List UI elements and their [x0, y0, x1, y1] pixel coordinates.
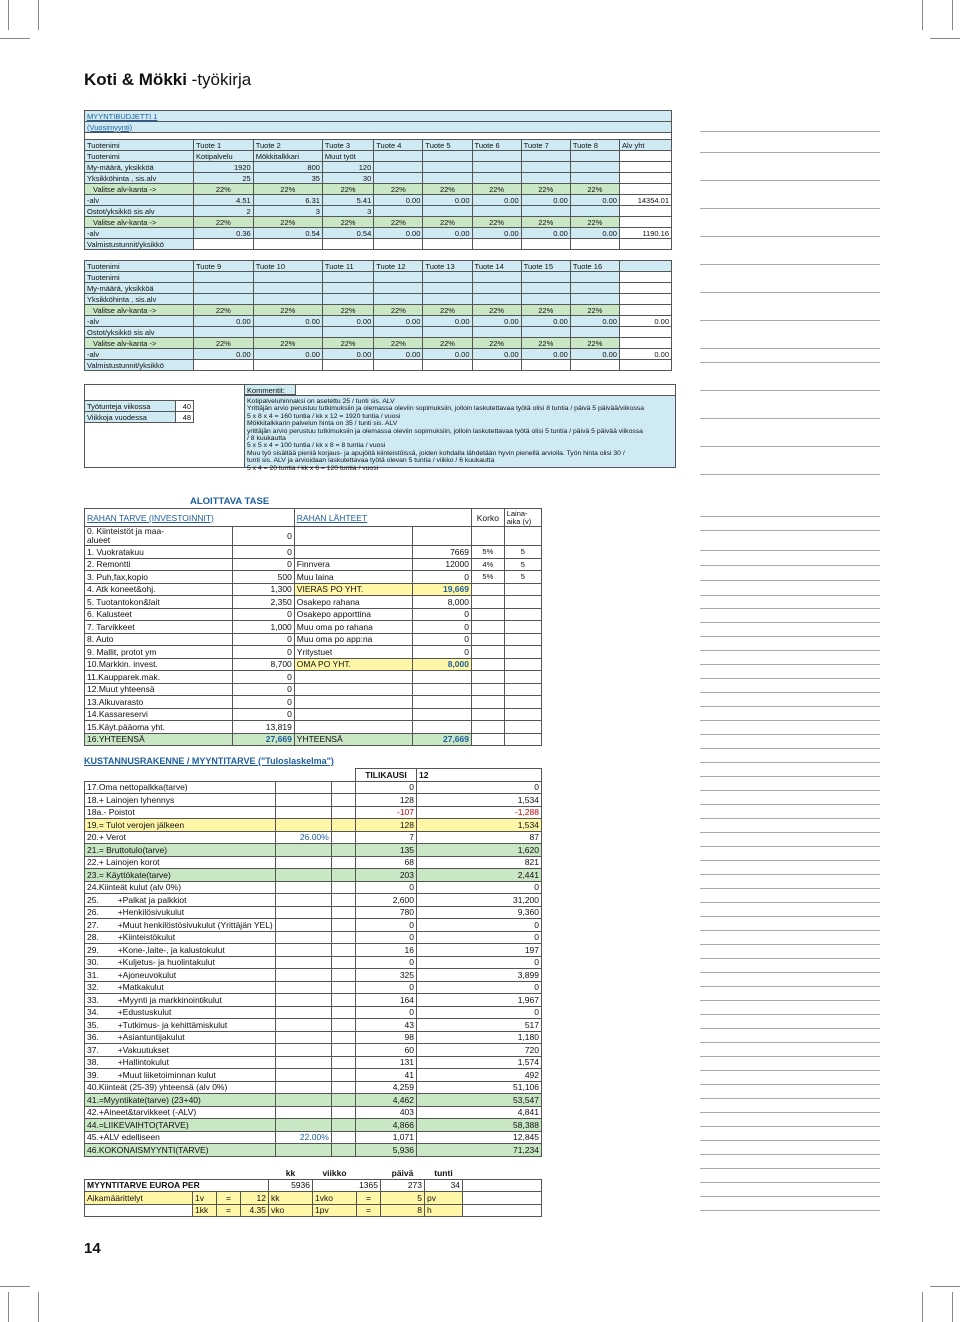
table-row: 15.Käyt.pääoma yht. 13,819: [85, 721, 542, 734]
note-line: [700, 1196, 880, 1197]
table-row: 12.Muut yhteensä 0: [85, 683, 542, 696]
table-row: 39. +Muut liiketoiminnan kulut 41 492: [85, 1069, 542, 1082]
crop-mark: [0, 38, 30, 39]
note-line: [700, 664, 880, 665]
note-line: [700, 131, 880, 132]
table-row: 28. +Kiinteistökulut 0 0: [85, 931, 542, 944]
crop-mark: [38, 1292, 39, 1322]
header-row: Tuotenimi Tuote 1 Tuote 2 Tuote 3 Tuote 4 Tuote 5 Tuote 6 Tuote 7 Tuote 8 Alv yht: [85, 140, 672, 151]
note-line: [700, 1112, 880, 1113]
table-row: 19.= Tulot verojen jälkeen 128 1,534: [85, 819, 542, 832]
note-line: [700, 1154, 880, 1155]
crop-mark: [930, 1286, 960, 1287]
table-row: 10.Markkin. invest. 8,700 OMA PO YHT. 8,000: [85, 658, 542, 671]
note-line: [700, 1084, 880, 1085]
note-line: [700, 706, 880, 707]
crop-mark: [0, 1286, 30, 1287]
crop-mark: [922, 1292, 923, 1322]
table-row: 24.Kiinteät kulut (alv 0%) 0 0: [85, 881, 542, 894]
table-row: 17.Oma nettopalkka(tarve) 0 0: [85, 781, 542, 794]
table-row: 31. +Ajoneuvokulut 325 3,899: [85, 969, 542, 982]
note-line: [700, 888, 880, 889]
crop-mark: [952, 1292, 953, 1322]
note-line: [700, 762, 880, 763]
crop-mark: [8, 1292, 9, 1322]
table-row: 34. +Edustuskulut 0 0: [85, 1006, 542, 1019]
note-line: [700, 944, 880, 945]
note-line: [700, 1168, 880, 1169]
crop-mark: [38, 0, 39, 30]
note-line: [700, 958, 880, 959]
table-row: 30. +Kuljetus- ja huolintakulut 0 0: [85, 956, 542, 969]
note-line: [700, 678, 880, 679]
table-row: 21.= Bruttotulo(tarve) 135 1,620: [85, 844, 542, 857]
crop-mark: [8, 0, 9, 30]
table-row: 23.= Käyttökate(tarve) 203 2,441: [85, 869, 542, 882]
table-row: 8. Auto 0 Muu oma po app:na 0: [85, 633, 542, 646]
comment-label: Kommentit:: [244, 384, 296, 395]
opening-balance-table: RAHAN TARVE (INVESTOINNIT) RAHAN LÄHTEET Korko Laina- aika (v) 0. Kiinteistöt ja maa- alueet 0 1. Vuokratakuu 0 7669 5% 5 2. Remontti 0 Finnvera 12000 4% 5 3. Puh,fax,kopio 500 Muu laina 0 5% 5 4. Atk koneet&ohj. 1,300 VIERAS PO YHT. 19,669 5. Tuotantokon&lait 2,350 Osakepo rahana 8,000 6. Kalusteet 0 Osakepo apporttina 0 7. Tarvikkeet 1,000 Muu oma po rahana 0 8. Auto 0 Muu oma po app:na 0 9. Mallit, protot ym 0 Yritystuet 0 10.Markkin. invest. 8,700 OMA PO YHT. 8,000 11.Kaupparek.mak. 0 12.Muut yhteensä 0 13.Alkuvarasto 0 14.Kassareservi 0 15.Käyt.pääoma yht. 13,819 16.YHTEENSÄ 27,669 YHTEENSÄ 27,669: [84, 508, 542, 746]
note-line: [700, 362, 880, 363]
note-line: [700, 1028, 880, 1029]
table-row: 44.=LIIKEVAIHTO(TARVE) 4,866 58,388: [85, 1119, 542, 1132]
note-line: [700, 748, 880, 749]
note-line: [700, 180, 880, 181]
note-line: [700, 1126, 880, 1127]
table-row: 41.=Myyntikate(tarve) (23+40) 4,462 53,547: [85, 1094, 542, 1107]
note-line: [700, 208, 880, 209]
note-line: [700, 446, 880, 447]
note-line: [700, 608, 880, 609]
crop-mark: [930, 38, 960, 39]
crop-mark: [952, 0, 953, 30]
comment-box: Kotipalveluhinnaksi on asetettu 25 / tunti sis. ALV Yrittäjän arvio perustuu tutkimuksiin ja olemassa oleviin sopimuksiin, jolloin laskutettavaa työtä olisi 8 tuntia / päivä 5 päivää/viikossa 5 x 8 x 4 = 160 tuntia / kk x 12 = 1920 tuntia / vuosi Mökkitalkkarin palvelun hinta on 35 / tunti sis. ALV yrittäjän arvio perustuu tutkimuksiin ja olemassa oleviin sopimuksiin, jolloin laskutettavaa työtä olisi 5 tuntia / päivä 5 päivää viikossa / 8 kuukautta 5 x 5 x 4 = 100 tuntia / kk x 8 = 8 tuntia / vuosi Muu työ sisältää pieniä korjaus- ja apujöitä kiinteistöissä, joiden kohdalla lähdetään hyvin pienellä arviolla. Työn hinta olisi 30 / tunti sis. ALV ja arvioidaan laskutettavaa työtä olevan 5 tuntia / viikko / 6 kuukautta 5 x 4 = 20 tuntia / kk x 6 = 120 tuntia / vuosi: [244, 395, 676, 468]
table-row: 14.Kassareservi 0: [85, 708, 542, 721]
table-row: 35. +Tutkimus- ja kehittämiskulut 43 517: [85, 1019, 542, 1032]
note-line: [700, 1042, 880, 1043]
note-line: [700, 776, 880, 777]
table-row: 25. +Palkat ja palkkiot 2,600 31,200: [85, 894, 542, 907]
note-line: [700, 650, 880, 651]
note-line: [700, 1000, 880, 1001]
table-row: 22.+ Lainojen korot 68 821: [85, 856, 542, 869]
note-line: [700, 550, 880, 551]
note-line: [700, 972, 880, 973]
note-line: [700, 320, 880, 321]
budget-title: MYYNTIBUDJETTI 1: [85, 111, 672, 122]
note-line: [700, 790, 880, 791]
note-line: [700, 152, 880, 153]
note-line: [700, 860, 880, 861]
note-line: [700, 720, 880, 721]
table-row: 32. +Matkakulut 0 0: [85, 981, 542, 994]
table-row: 45.+ALV edelliseen 22.00% 1,071 12,845: [85, 1131, 542, 1144]
table-row: 18a.- Poistot -107 -1,288: [85, 806, 542, 819]
table-row: 2. Remontti 0 Finnvera 12000 4% 5: [85, 558, 542, 571]
note-line: [700, 516, 880, 517]
note-line: [700, 636, 880, 637]
cost-structure-table: TILIKAUSI 12 17.Oma nettopalkka(tarve) 0 0 18.+ Lainojen lyhennys 128 1,534 18a.- Poistot -107 -1,288 19.= Tulot verojen jälkeen 128 1,534 20.+ Verot 26.00% 7 87 21.= Bruttotulo(tarve) 135 1,620 22.+ Lainojen korot 68 821 23.= Käyttökate(tarve) 203 2,441 24.Kiinteät kulut (alv 0%) 0 0 25. +Palkat ja palkkiot 2,600 31,200 26. +Henkilösivukulut 780 9,360 27. +Muut henkilöstösivukulut (Yrittäjän YEL) 0 0 28. +Kiinteistökulut 0 0 29. +Kone-,laite-, ja kalustokulut 16 197 30. +Kuljetus- ja huolintakulut 0 0 31. +Ajoneuvokulut 325 3,899 32. +Matkakulut 0 0 33. +Myynti ja markkinointikulut 164 1,967 34. +Edustuskulut 0 0 35. +Tutkimus- ja kehittämiskulut 43 517 36. +Asiantuntijakulut 98 1,180 37. +Vakuutukset 60 720 38. +Hallintokulut 131 1,574 39. +Muut liiketoiminnan kulut 41 492 40.Kiinteät (25-39) yhteensä (alv 0%) 4,259 51,106 41.=Myyntikate(tarve) (23+40) 4,462 53,547 42.+Aineet&tarvikkeet (-ALV) 403 4,841 44.=LIIKEVAIHTO(TARVE) 4,866 58,388 45.+ALV edelliseen 22.00% 1,071 12,845 46.KOKONAISMYYNTI(TARVE) 5,936 71,234: [84, 768, 542, 1157]
page-title: Koti & Mökki -työkirja: [84, 70, 252, 89]
table-row: 6. Kalusteet 0 Osakepo apporttina 0: [85, 608, 542, 621]
note-line: [700, 818, 880, 819]
table-row: 42.+Aineet&tarvikkeet (-ALV) 403 4,841: [85, 1106, 542, 1119]
sales-per-period-table: kk viikko päivä tunti MYYNTITARVE EUROA PER 5936 1365 273 34 Aikamäärittelyt 1v = 12 kk 1vko = 5 pv 1kk = 4.35 vko 1pv = 8 h: [84, 1167, 542, 1217]
note-line: [700, 804, 880, 805]
note-line: [700, 916, 880, 917]
note-line: [700, 1182, 880, 1183]
kust-title: KUSTANNUSRAKENNE / MYYNTITARVE ("Tuloslaskelma"): [84, 756, 334, 766]
table-row: 11.Kaupparek.mak. 0: [85, 671, 542, 684]
note-line: [700, 565, 880, 566]
table-row: 40.Kiinteät (25-39) yhteensä (alv 0%) 4,259 51,106: [85, 1081, 542, 1094]
note-line: [700, 595, 880, 596]
table-row: 26. +Henkilösivukulut 780 9,360: [85, 906, 542, 919]
note-line: [700, 986, 880, 987]
tase-title: ALOITTAVA TASE: [190, 496, 270, 507]
note-line: [700, 930, 880, 931]
table-row: 37. +Vakuutukset 60 720: [85, 1044, 542, 1057]
table-row: 5. Tuotantokon&lait 2,350 Osakepo rahana 8,000: [85, 596, 542, 609]
table-row: 16.YHTEENSÄ 27,669 YHTEENSÄ 27,669: [85, 733, 542, 746]
note-line: [700, 1140, 880, 1141]
table-row: 18.+ Lainojen lyhennys 128 1,534: [85, 794, 542, 807]
note-line: [700, 530, 880, 531]
note-line: [700, 1056, 880, 1057]
note-line: [700, 292, 880, 293]
table-row: 4. Atk koneet&ohj. 1,300 VIERAS PO YHT. 19,669: [85, 583, 542, 596]
note-line: [700, 846, 880, 847]
note-line: [700, 622, 880, 623]
note-line: [700, 1098, 880, 1099]
note-line: [700, 236, 880, 237]
table-row: 1. Vuokratakuu 0 7669 5% 5: [85, 546, 542, 559]
note-line: [700, 348, 880, 349]
crop-mark: [922, 0, 923, 30]
note-line: [700, 832, 880, 833]
table-row: 7. Tarvikkeet 1,000 Muu oma po rahana 0: [85, 621, 542, 634]
table-row: 9. Mallit, protot ym 0 Yritystuet 0: [85, 646, 542, 659]
table-row: 29. +Kone-,laite-, ja kalustokulut 16 197: [85, 944, 542, 957]
note-line: [700, 1210, 880, 1211]
table-row: 36. +Asiantuntijakulut 98 1,180: [85, 1031, 542, 1044]
note-line: [700, 902, 880, 903]
note-line: [700, 474, 880, 475]
note-line: [700, 734, 880, 735]
table-row: 0. Kiinteistöt ja maa- alueet 0: [85, 527, 542, 546]
note-line: [700, 580, 880, 581]
table-row: 33. +Myynti ja markkinointikulut 164 1,967: [85, 994, 542, 1007]
table-row: 38. +Hallintokulut 131 1,574: [85, 1056, 542, 1069]
sales-budget-table: MYYNTIBUDJETTI 1 (Vuosimyynti) Tuotenimi Tuote 1 Tuote 2 Tuote 3 Tuote 4 Tuote 5 Tuote 6 Tuote 7 Tuote 8 Alv yht Tuotenimi Kotipalvelu Mökkitalkkari Muut työt My-määrä, yksikköä 1920 800 120 Yksikköhinta , sis.alv 25 35 30 Valitse alv-kanta -> 22% 22% 22% 22% 22% 22% 22% 22% -alv 4.51 6.31 5.41 0.00 0.00 0.00 0.00 0.00 14354.01 Ostot/yksikkö sis alv 2 3 3 Valitse alv-kanta -> 22% 22% 22% 22% 22% 22% 22% 22% -alv 0.36 0.54 0.54 0.00 0.00 0.00 0.00 0.00 1190.16 Valmistustunnit/yksikkö Tuotenimi Tuote 9 Tuote 10 Tuote 11 Tuote 12 Tuote 13 Tuote 14 Tuote 15 Tuote 16 Tuotenimi My-määrä, yksikköä Yksikköhinta , sis.alv Valitse alv-kanta -> 22% 22% 22% 22% 22% 22% 22% 22% -alv 0.00 0.00 0.00 0.00 0.00 0.00 0.00 0.00 0.00 Ostot/yksikkö sis alv Valitse alv-kanta -> 22% 22% 22% 22% 22% 22% 22% 22% -alv 0.00 0.00 0.00 0.00 0.00 0.00 0.00 0.00 0.00 Valmistustunnit/yksikkö: [84, 110, 672, 371]
table-row: 20.+ Verot 26.00% 7 87: [85, 831, 542, 844]
note-line: [700, 1070, 880, 1071]
note-line: [700, 264, 880, 265]
table-row: 13.Alkuvarasto 0: [85, 696, 542, 709]
note-line: [700, 390, 880, 391]
table-row: 46.KOKONAISMYYNTI(TARVE) 5,936 71,234: [85, 1144, 542, 1157]
note-line: [700, 1014, 880, 1015]
budget-subtitle: (Vuosimyynti): [85, 122, 672, 133]
table-row: 3. Puh,fax,kopio 500 Muu laina 0 5% 5: [85, 571, 542, 584]
note-line: [700, 418, 880, 419]
work-hours-table: Työtunteja viikossa 40 Viikkoja vuodessa 48: [84, 400, 194, 423]
page-number: 14: [84, 1240, 101, 1257]
table-row: 27. +Muut henkilöstösivukulut (Yrittäjän YEL) 0 0: [85, 919, 542, 932]
note-line: [700, 692, 880, 693]
note-line: [700, 874, 880, 875]
